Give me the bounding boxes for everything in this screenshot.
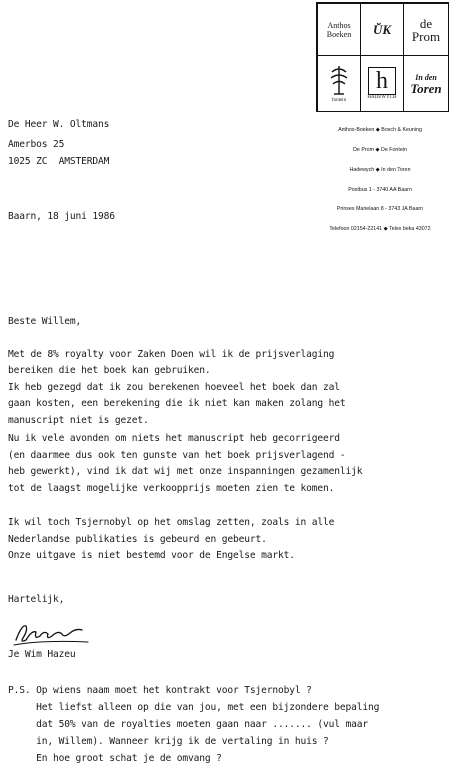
in-den-toren-logo [403,55,449,112]
hadewych-mark: h [368,67,396,95]
salutation: Beste Willem, [8,316,82,327]
address-line: Telefoon 02154-22141 ◆ Telex beka 43072 [329,226,431,233]
bosch-keuning-logo [360,3,404,56]
address-line: Postbus 1 - 3740 AA Baarn [348,186,412,193]
place-date: Baarn, 18 juni 1986 [8,211,115,222]
body-line: Nederlandse publikaties is gebeurd en gebeurt. [8,534,267,545]
body-line: tot de laagst mogelijke verkoopprijs moeten zien te komen. [8,483,335,494]
ps-line: dat 50% van de royalties moeten gaan naar ....... (vul maar [8,719,369,730]
body-line: gaan kosten, een berekening die ik niet kan maken zolang het [8,398,346,409]
anthos-logo-line1: Anthos [327,20,351,30]
body-line: manuscript niet is gezet. [8,415,149,426]
recipient-name: De Heer W. Oltmans [8,119,110,130]
body-line: (en daarmee dus ook ten gunste van het boek prijsverlagend - [8,450,346,461]
anthos-logo-line2: Boeken [326,29,352,39]
bosch-keuning-mark: ŬK [372,22,392,37]
toren-logo-line1: In den [415,72,437,82]
closing: Hartelijk, [8,594,65,605]
anthos-boeken-logo [317,3,361,56]
fountain-icon [328,64,350,98]
de-prom-logo [403,3,449,56]
hadewych-logo [360,55,404,112]
address-line: Prinses Marielaan 8 - 3743 JA Baarn [336,206,424,213]
signature-name: Je Wim Hazeu [8,649,76,660]
body-line: Met de 8% royalty voor Zaken Doen wil ik de prijsverlaging [8,349,335,360]
publisher-address [310,114,450,239]
prom-logo-line1: de [419,15,433,31]
handwritten-signature [12,618,92,650]
hadewych-label: HADEWYCH [367,94,397,100]
ps-line: En hoe groot schat je de omvang ? [8,753,222,764]
body-line: Ik heb gezegd dat ik zou berekenen hoeveel het boek dan zal [8,382,340,393]
ps-line: P.S. Op wiens naam moet het kontrakt voor Tsjernobyl ? [8,685,312,696]
recipient-street: Amerbos 25 [8,139,65,150]
ps-line: Het liefst alleen op die van jou, met een bijzondere bepaling [8,702,380,713]
recipient-city: 1025 ZC AMSTERDAM [8,156,110,167]
toren-logo-line2: Toren [410,80,442,96]
ps-line: in, Willem). Wanneer krijg ik de vertaling in huis ? [8,736,329,747]
publisher-logo-grid [316,2,449,112]
address-line: De Prom ◆ De Fontein [353,146,407,153]
prom-logo-line2: Prom [411,28,441,44]
body-line: bereiken die het boek kan gebruiken. [8,365,211,376]
body-line: Ik wil toch Tsjernobyl op het omslag zetten, zoals in alle [8,517,335,528]
fontein-label: fontein [331,97,347,103]
address-line: Anthos-Boeken ◆ Bosch & Keuning [338,127,422,134]
body-line: Nu ik vele avonden om niets het manuscript heb gecorrigeerd [8,433,340,444]
body-line: Onze uitgave is niet bestemd voor de Engelse markt. [8,550,295,561]
de-fontein-logo [317,55,361,112]
body-line: heb gewerkt), vind ik dat wij met onze inspanningen gezamenlijk [8,466,363,477]
address-line: Hadewych ◆ In den Toren [349,166,411,173]
